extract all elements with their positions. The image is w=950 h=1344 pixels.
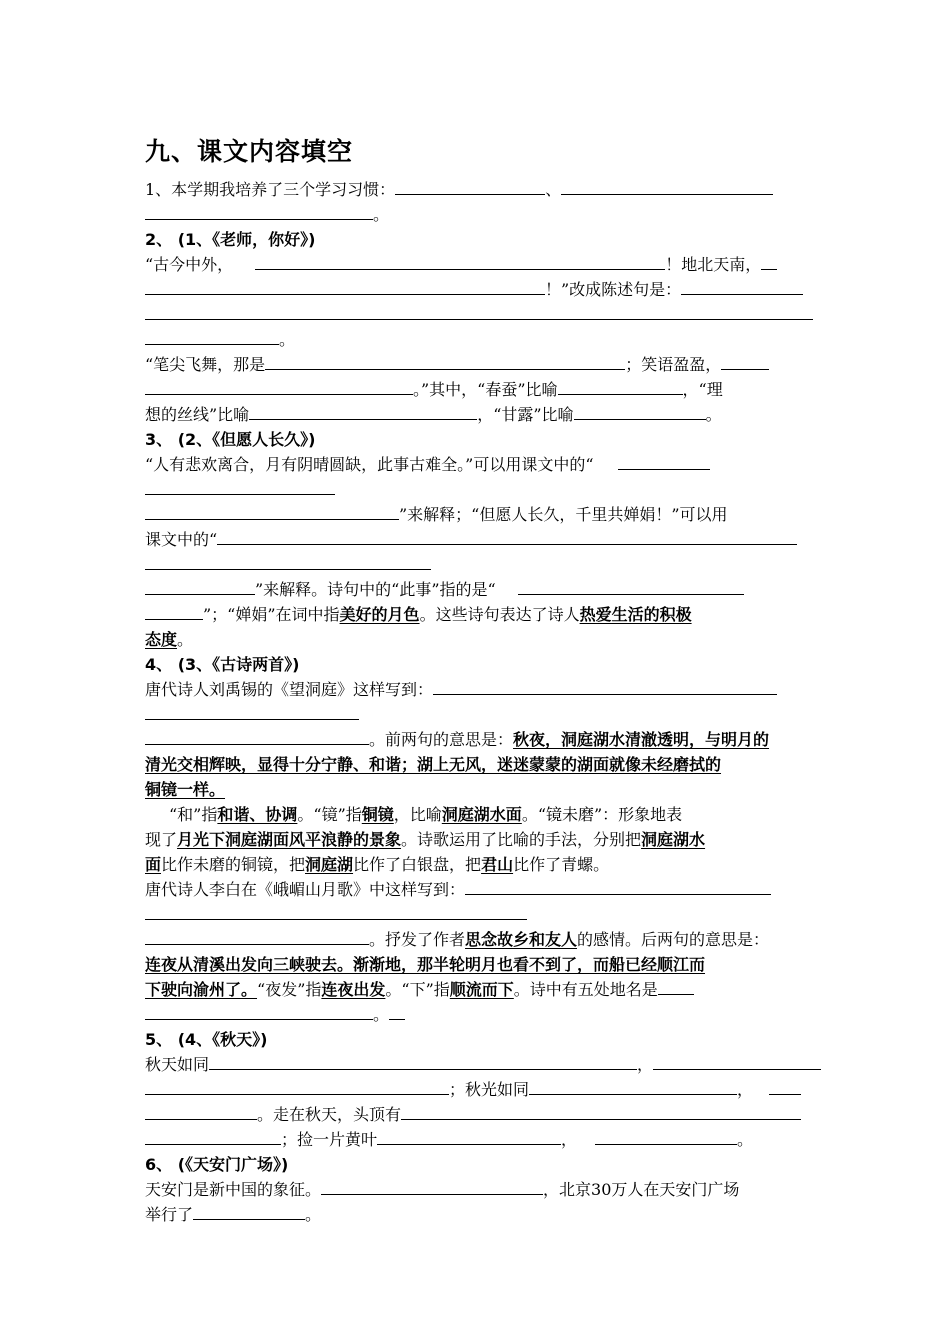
q4-text-7: 现了 — [145, 830, 178, 849]
q4-blank-3[interactable] — [145, 727, 369, 745]
q2-blank-1[interactable] — [255, 252, 665, 270]
q4-text-8: 。诗歌运用了比喻的手法，分别把 — [401, 830, 642, 849]
q4-answer-10b: 下驶向渝州了。 — [145, 980, 258, 999]
q5-line-2 — [145, 1077, 825, 1102]
q4-text-5: ，比喻 — [393, 805, 442, 824]
q3-text-7: 。 — [177, 630, 194, 649]
q2-line-4 — [145, 327, 825, 352]
q2-header: 2、 (1、《老师，你好》) — [145, 230, 316, 249]
q5-blank-7[interactable] — [401, 1102, 801, 1120]
q4-line-8 — [145, 852, 825, 877]
q4-answer-6b: 面 — [145, 855, 162, 874]
q6-header: 6、 (《天安门广场》) — [145, 1155, 289, 1174]
q4-line-10 — [145, 902, 825, 927]
q3-header: 3、 (2、《但愿人长久》) — [145, 430, 316, 449]
q3-line-6 — [145, 577, 825, 602]
q3-line-3 — [145, 502, 825, 527]
q6-end: 。 — [305, 1205, 322, 1224]
q4-line-5 — [145, 777, 825, 802]
q6-blank-2[interactable] — [193, 1202, 305, 1220]
q2-line-7 — [145, 402, 825, 427]
q2-text-9: ，“甘露”比喻 — [477, 405, 574, 424]
q3-text-2: ”来解释；“但愿人长久，千里共婵娟！”可以用 — [399, 505, 728, 524]
q4-text-13: 。抒发了作者 — [369, 930, 466, 949]
q5-blank-5[interactable] — [769, 1077, 801, 1095]
q4-answer-6a: 洞庭湖水 — [641, 830, 706, 849]
q1-text: 1、本学期我培养了三个学习习惯： — [145, 180, 396, 199]
q5-blank-8[interactable] — [145, 1127, 281, 1145]
q5-line-3 — [145, 1102, 825, 1127]
q2-blank-2[interactable] — [761, 252, 777, 270]
q5-header: 5、 (4、《秋天》) — [145, 1030, 268, 1049]
q4-line-12 — [145, 952, 825, 977]
q4-line-1 — [145, 677, 825, 702]
q2-text-4: “笔尖飞舞，那是 — [145, 355, 266, 374]
q2-end: 。 — [279, 330, 296, 349]
q5-blank-4[interactable] — [529, 1077, 737, 1095]
q2-blank-6[interactable] — [145, 327, 279, 345]
q2-line-1 — [145, 252, 825, 277]
q4-answer-9: 思念故乡和友人 — [465, 930, 578, 949]
q4-blank-1[interactable] — [433, 677, 777, 695]
q1-end: 。 — [373, 205, 390, 224]
q6-line-1 — [145, 1177, 825, 1202]
q4-answer-1a: 秋夜，洞庭湖水清澈透明，与明月的 — [513, 730, 770, 749]
q4-text-9: 比作未磨的铜镜，把 — [161, 855, 306, 874]
q3-blank-8[interactable] — [145, 602, 203, 620]
q2-text-3: ！”改成陈述句是： — [545, 280, 682, 299]
q3-line-2 — [145, 477, 825, 502]
q2-text-7: ，“理 — [682, 380, 723, 399]
q1-line-2 — [145, 202, 825, 227]
q1-blank-3[interactable] — [145, 202, 373, 220]
q4-answer-1c: 铜镜一样。 — [145, 780, 226, 799]
q5-blank-10[interactable] — [595, 1127, 737, 1145]
q2-blank-9[interactable] — [145, 377, 413, 395]
q4-text-1: 唐代诗人刘禹锡的《望洞庭》这样写到： — [145, 680, 434, 699]
q3-blank-6[interactable] — [145, 577, 255, 595]
q3-blank-4[interactable] — [217, 527, 797, 545]
q5-text-7: ， — [561, 1130, 578, 1149]
q4-line-14 — [145, 1002, 825, 1027]
q2-line-6 — [145, 377, 825, 402]
q3-text-5: ”；“婵娟”在词中指 — [203, 605, 340, 624]
q5-text-8: 。 — [737, 1130, 754, 1149]
q2-text-2: ！地北天南， — [665, 255, 762, 274]
q4-line-4 — [145, 752, 825, 777]
q2-text-1: “古今中外， — [145, 255, 234, 274]
q3-line-1 — [145, 452, 825, 477]
q3-text-6: 。这些诗句表达了诗人 — [419, 605, 580, 624]
q3-blank-5[interactable] — [145, 552, 431, 570]
q4-line-11 — [145, 927, 825, 952]
q2-blank-8[interactable] — [721, 352, 769, 370]
q5-line-1 — [145, 1052, 825, 1077]
q2-line-3 — [145, 302, 825, 327]
q5-blank-2[interactable] — [653, 1052, 821, 1070]
q3-answer-2a: 热爱生活的积极 — [579, 605, 692, 624]
q4-text-3: “和”指 — [169, 805, 218, 824]
q4-answer-4: 洞庭湖水面 — [441, 805, 522, 824]
q4-text-2: 。前两句的意思是： — [369, 730, 514, 749]
q4-answer-8: 君山 — [481, 855, 514, 874]
q2-text-6: 。”其中，“春蚕”比喻 — [413, 380, 558, 399]
q4-text-15: “夜发”指 — [257, 980, 322, 999]
q5-text-5: 。走在秋天，头顶有 — [257, 1105, 402, 1124]
q1-line-1 — [145, 177, 825, 202]
q4-text-11: 比作了青螺。 — [513, 855, 610, 874]
q6-blank-1[interactable] — [321, 1177, 543, 1195]
q4-answer-12: 顺流而下 — [449, 980, 514, 999]
q4-answer-5: 月光下洞庭湖面风平浪静的景象 — [177, 830, 402, 849]
q4-answer-7: 洞庭湖 — [305, 855, 354, 874]
q3-answer-2b: 态度 — [145, 630, 178, 649]
q3-blank-3[interactable] — [145, 502, 399, 520]
q5-blank-9[interactable] — [377, 1127, 561, 1145]
q4-text-14: 的感情。后两句的意思是： — [577, 930, 770, 949]
q6-line-2 — [145, 1202, 825, 1227]
q2-blank-10[interactable] — [558, 377, 683, 395]
q5-text-2: ， — [637, 1055, 654, 1074]
q4-text-16: 。“下”指 — [385, 980, 450, 999]
q3-line-4 — [145, 527, 825, 552]
q4-line-6 — [145, 802, 825, 827]
q4-answer-3: 铜镜 — [361, 805, 394, 824]
q2-blank-5[interactable] — [145, 302, 813, 320]
q4-line-3 — [145, 727, 825, 752]
q5-blank-3[interactable] — [145, 1077, 449, 1095]
q4-text-17: 。诗中有五处地名是 — [513, 980, 658, 999]
q6-text-1: 天安门是新中国的象征。 — [145, 1180, 322, 1199]
q5-text-4: ， — [737, 1080, 754, 1099]
q2-text-10: 。 — [705, 405, 722, 424]
q3-text-3: 课文中的“ — [145, 530, 218, 549]
q3-blank-2[interactable] — [145, 477, 335, 495]
q5-text-3: ；秋光如同 — [449, 1080, 530, 1099]
q4-line-2 — [145, 702, 825, 727]
q6-text-2: ，北京30万人在天安门广场 — [543, 1180, 740, 1199]
q5-line-4 — [145, 1127, 825, 1152]
q3-blank-1[interactable] — [618, 452, 710, 470]
q3-text-4: ”来解释。诗句中的“此事”指的是“ — [255, 580, 496, 599]
q4-line-9 — [145, 877, 825, 902]
q3-line-5 — [145, 552, 825, 577]
q4-end: 。 — [373, 1005, 390, 1024]
q4-blank-8[interactable] — [145, 1002, 373, 1020]
q2-line-5 — [145, 352, 825, 377]
q2-line-2 — [145, 277, 825, 302]
q4-text-6: 。“镜未磨”：形象地表 — [521, 805, 683, 824]
q2-blank-12[interactable] — [574, 402, 706, 420]
q2-blank-3[interactable] — [145, 277, 545, 295]
q2-blank-7[interactable] — [265, 352, 625, 370]
q6-text-3: 举行了 — [145, 1205, 194, 1224]
q1-blank-2[interactable] — [561, 177, 773, 195]
q3-answer-1: 美好的月色 — [339, 605, 420, 624]
q4-blank-9[interactable] — [389, 1002, 405, 1020]
q4-text-10: 比作了白银盘，把 — [353, 855, 482, 874]
q4-blank-5[interactable] — [145, 902, 527, 920]
q4-answer-10a: 连夜从清溪出发向三峡驶去。渐渐地，那半轮明月也看不到了，而船已经顺江而 — [145, 955, 706, 974]
q4-text-12: 唐代诗人李白在《峨嵋山月歌》中这样写到： — [145, 880, 466, 899]
q2-text-8: 想的丝线”比喻 — [145, 405, 250, 424]
q4-answer-1b: 清光交相辉映，显得十分宁静、和谐；湖上无风，迷迷蒙蒙的湖面就像未经磨拭的 — [145, 755, 722, 774]
q3-blank-7[interactable] — [518, 577, 744, 595]
q4-answer-2: 和谐、协调 — [217, 805, 298, 824]
q2-blank-4[interactable] — [681, 277, 803, 295]
q3-line-8 — [145, 627, 825, 652]
q1-sep: 、 — [545, 180, 562, 199]
q4-blank-6[interactable] — [145, 927, 369, 945]
q4-blank-4[interactable] — [465, 877, 771, 895]
q4-answer-11: 连夜出发 — [321, 980, 386, 999]
q4-line-7 — [145, 827, 825, 852]
q3-text-1: “人有悲欢离合，月有阴晴圆缺，此事古难全。”可以用课文中的“ — [145, 455, 594, 474]
q1-blank-1[interactable] — [395, 177, 545, 195]
q4-blank-2[interactable] — [145, 702, 359, 720]
page-title: 九、课文内容填空 — [145, 137, 354, 166]
q5-text-6: ；捡一片黄叶 — [281, 1130, 378, 1149]
q2-blank-11[interactable] — [249, 402, 477, 420]
q2-text-5: ；笑语盈盈， — [625, 355, 722, 374]
q5-blank-1[interactable] — [209, 1052, 637, 1070]
q5-blank-6[interactable] — [145, 1102, 257, 1120]
q3-line-7 — [145, 602, 825, 627]
q4-header: 4、 (3、《古诗两首》) — [145, 655, 300, 674]
q4-blank-7[interactable] — [658, 977, 694, 995]
q4-text-4: 。“镜”指 — [297, 805, 362, 824]
q5-text-1: 秋天如同 — [145, 1055, 210, 1074]
q4-line-13 — [145, 977, 825, 1002]
